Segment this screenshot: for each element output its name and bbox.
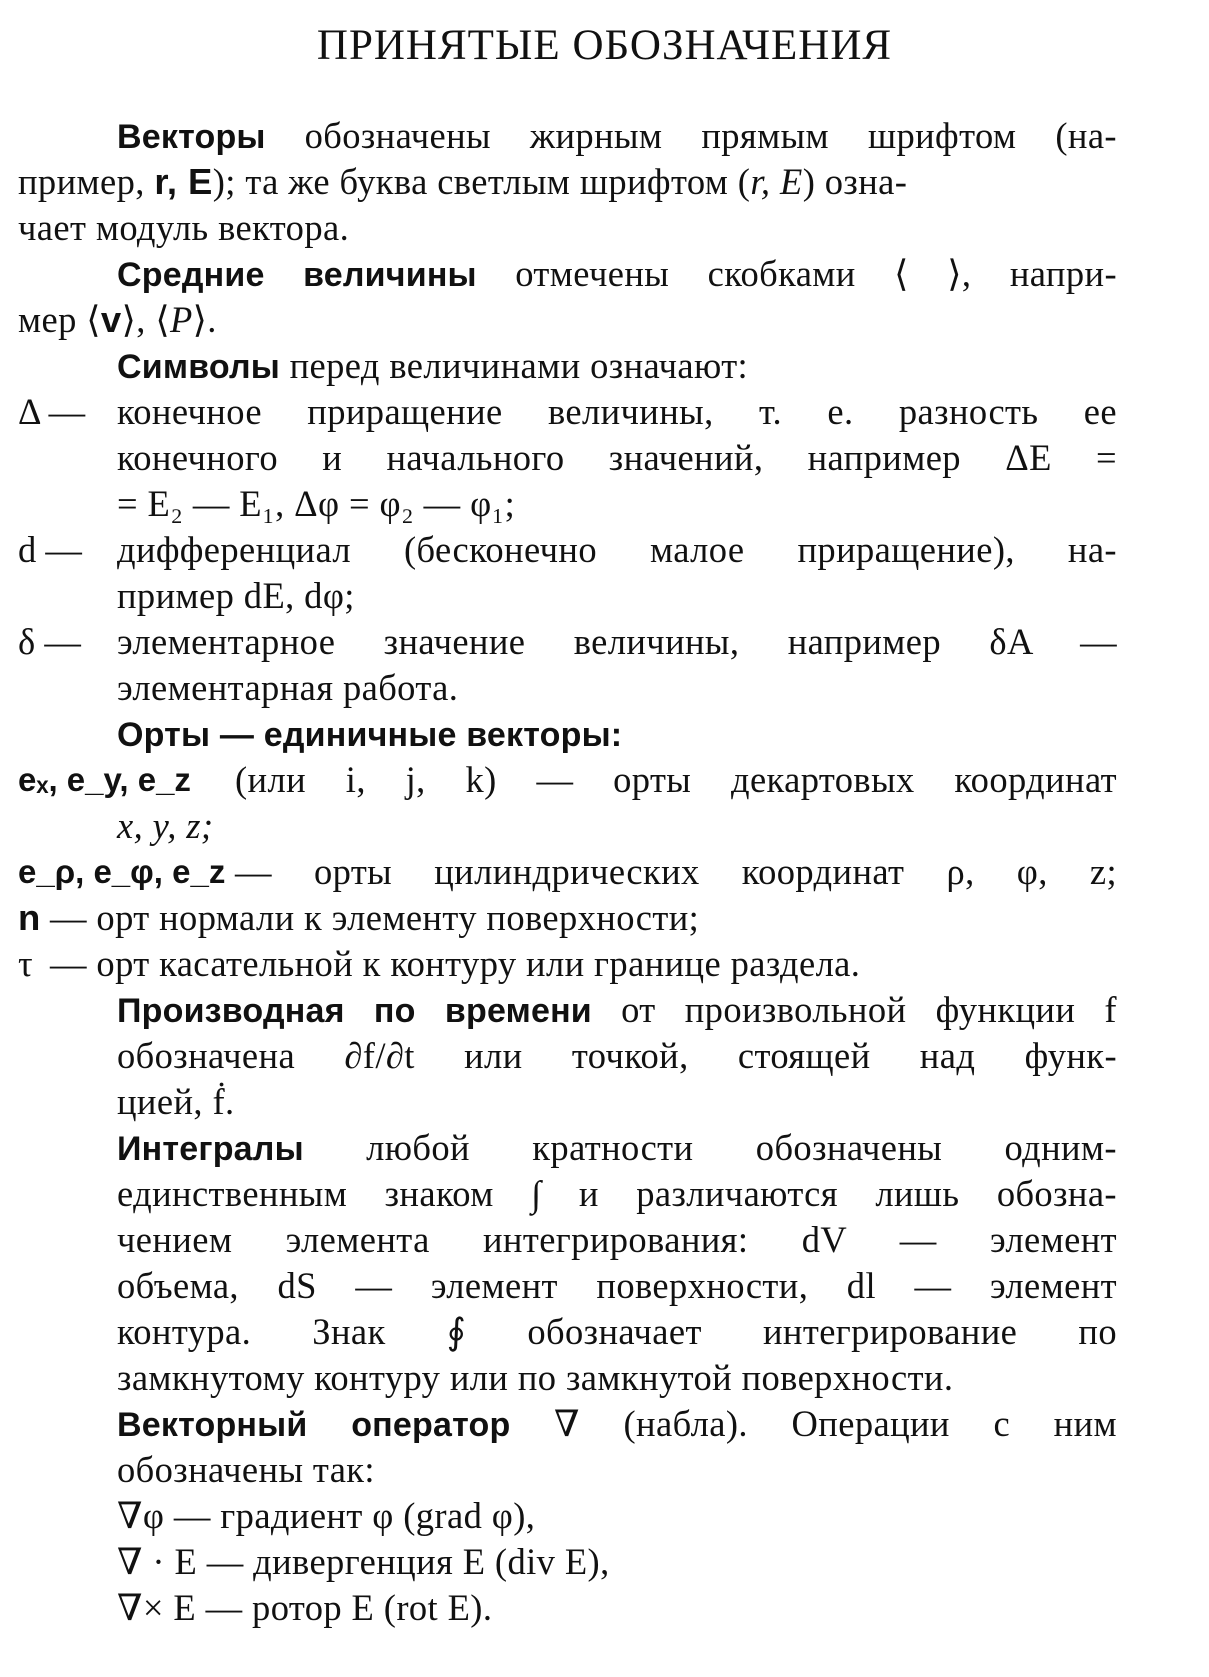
nabla-rotor: ∇× E — ротор E (rot E). [117,1587,493,1628]
averages-text-2e: ⟩. [192,299,217,340]
vectors-line-2 [18,159,907,205]
cartesian-orts-line-1: (или i, j, k) — орты декартовых координат [235,759,1117,800]
averages-text-2a: мер ⟨ [18,299,101,340]
nabla-gradient: ∇φ — градиент φ (grad φ), [117,1495,536,1536]
small-delta-line-1: элементарное значение величины, например δA — [117,621,1117,662]
tangent-ort-symbol: τ [18,943,33,984]
cartesian-orts-line-2: x, y, z; [117,805,214,846]
normal-ort-symbol: n [18,897,41,938]
vectors-line-1 [117,113,1117,160]
integrals-text-1: любой кратности обозначены одним- [366,1127,1117,1168]
averages-heading: Средние величины [117,256,477,294]
derivative-line-1 [117,987,1117,1034]
derivative-text-1: от произвольной функции f [621,989,1117,1030]
delta-symbol: Δ — [18,391,86,432]
cartesian-orts-symbols: eₓ, e_y, e_z [18,761,191,798]
page-title: ПРИНЯТЫЕ ОБОЗНАЧЕНИЯ [316,22,893,69]
nabla-divergence: ∇ · E — дивергенция E (div E), [117,1541,610,1582]
averages-bold-v: v [100,299,122,340]
vectors-heading: Векторы [117,118,266,156]
delta-line-1: конечное приращение величины, т. е. разность ее [117,391,1117,432]
vectors-text-1: обозначены жирным прямым шрифтом (на- [304,115,1117,156]
symbols-line-intro [117,343,748,390]
integrals-line-5: контура. Знак ∮ обозначает интегрирование по [117,1311,1117,1352]
tangent-ort-line: — орт касательной к контуру или границе раздела. [50,943,861,984]
averages-text-2c: ⟩, ⟨ [121,299,170,340]
integrals-line-3: чением элемента интегрирования: dV — элемент [117,1219,1117,1260]
normal-ort-line: — орт нормали к элементу поверхности; [50,897,700,938]
small-delta-symbol: δ — [18,621,81,662]
d-line-1: дифференциал (бесконечно малое приращение), на- [117,529,1117,570]
symbols-intro: перед величинами означают: [289,345,749,386]
vectors-line-3: чает модуль вектора. [18,207,350,248]
cylindrical-orts-symbols: e_ρ, e_φ, e_z [18,853,226,890]
vectors-text-2c: ); та же буква светлым шрифтом ( [212,161,751,202]
averages-line-2 [18,297,217,343]
vectors-text-2a: пример, [18,161,145,202]
integrals-line-6: замкнутому контуру или по замкнутой поверхности. [117,1357,954,1398]
integrals-line-1 [117,1125,1117,1172]
d-line-2: пример dE, dφ; [117,575,355,616]
nabla-line-2: обозначены так: [117,1449,375,1490]
derivative-line-3: цией, ḟ. [117,1081,235,1122]
averages-italic-p: P [169,299,193,340]
integrals-line-4: объема, dS — элемент поверхности, dl — элемент [117,1265,1117,1306]
nabla-line-1 [117,1401,1117,1448]
orts-heading: Орты — единичные векторы: [117,716,623,754]
nabla-text-1: ∇ (набла). Операции с ним [554,1403,1117,1444]
vectors-text-2e: ) озна- [802,161,908,202]
derivative-heading: Производная по времени [117,992,592,1030]
integrals-heading: Интегралы [117,1130,304,1168]
delta-line-3: = E₂ — E₁, Δφ = φ₂ — φ₁; [117,483,516,524]
delta-line-2: конечного и начального значений, например ΔE = [117,437,1117,478]
nabla-heading: Векторный оператор [117,1406,511,1444]
averages-text-1: отмечены скобками ⟨ ⟩, напри- [515,253,1117,294]
small-delta-line-2: элементарная работа. [117,667,459,708]
d-symbol: d — [18,529,82,570]
integrals-line-2: единственным знаком ∫ и различаются лишь обозна- [117,1173,1117,1214]
vectors-bold-example: r, E [154,161,213,202]
symbols-heading: Символы [117,348,281,386]
averages-line-1 [117,251,1117,298]
vectors-italic-example: r, E [750,161,803,202]
orts-line-heading [117,711,622,758]
cylindrical-orts-line: — орты цилиндрических координат ρ, φ, z; [235,851,1117,892]
derivative-line-2: обозначена ∂f/∂t или точкой, стоящей над функ- [117,1035,1117,1076]
